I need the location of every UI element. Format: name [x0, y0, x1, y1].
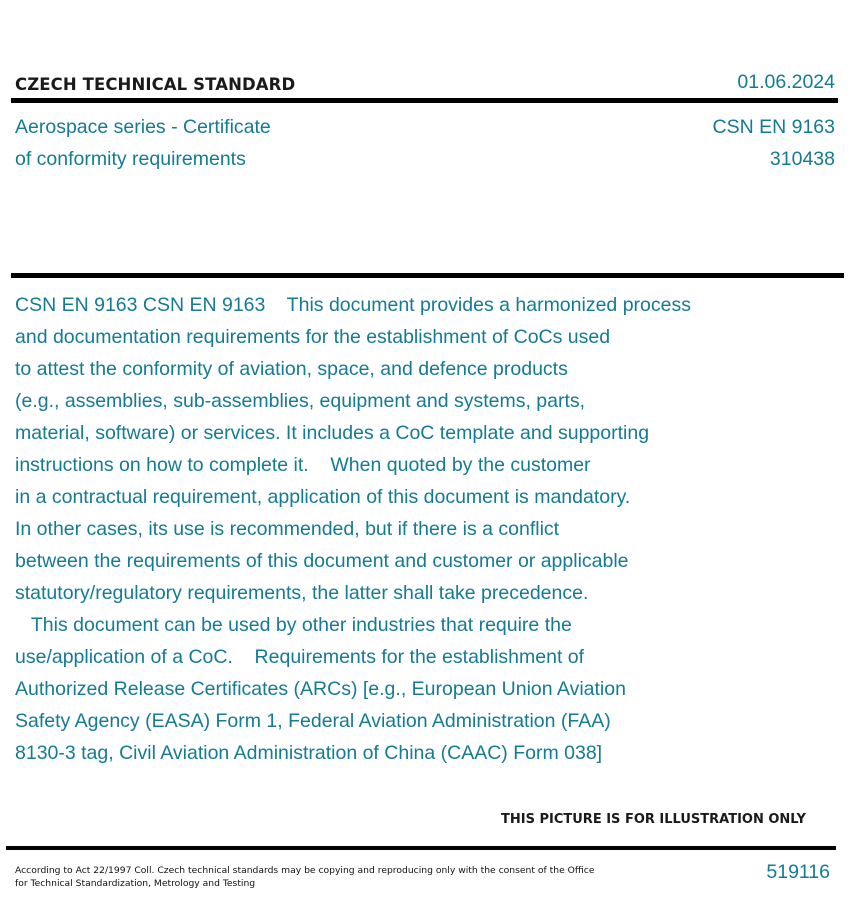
- header-divider: [11, 98, 838, 103]
- standard-number: CSN EN 9163: [712, 116, 835, 138]
- abstract-line: 8130-3 tag, Civil Aviation Administration of China (CAAC) Form 038]: [15, 742, 603, 764]
- catalog-code: 310438: [769, 148, 835, 170]
- publication-date: 01.06.2024: [737, 71, 835, 93]
- abstract-line: material, software) or services. It includes a CoC template and supporting: [15, 422, 650, 444]
- abstract-line: statutory/regulatory requirements, the latter shall take precedence.: [15, 582, 589, 604]
- abstract-line: instructions on how to complete it. When quoted by the customer: [15, 454, 591, 476]
- abstract-line: in a contractual requirement, application of this document is mandatory.: [15, 486, 631, 508]
- abstract-line: between the requirements of this document and customer or applicable: [15, 550, 629, 572]
- abstract-line: This document can be used by other industries that require the: [15, 614, 572, 636]
- footer-code: 519116: [766, 861, 830, 883]
- abstract-line: Safety Agency (EASA) Form 1, Federal Aviation Administration (FAA): [15, 710, 611, 732]
- copyright-notice: [15, 864, 594, 890]
- abstract-line: and documentation requirements for the establishment of CoCs used: [15, 326, 611, 348]
- copyright-line-2: for Technical Standardization, Metrology and Testing: [15, 878, 256, 889]
- standard-type-heading: CZECH TECHNICAL STANDARD: [15, 75, 296, 94]
- abstract-line: to attest the conformity of aviation, space, and defence products: [15, 358, 568, 380]
- title-divider: [11, 273, 844, 278]
- abstract-line: use/application of a CoC. Requirements for the establishment of: [15, 646, 585, 668]
- document-title-line-1: Aerospace series - Certificate: [15, 116, 271, 138]
- illustration-notice: THIS PICTURE IS FOR ILLUSTRATION ONLY: [501, 812, 806, 827]
- abstract-line: In other cases, its use is recommended, but if there is a conflict: [15, 518, 560, 540]
- abstract-line: Authorized Release Certificates (ARCs) [e.g., European Union Aviation: [15, 678, 626, 700]
- document-title-line-2: of conformity requirements: [15, 148, 246, 170]
- copyright-line-1: According to Act 22/1997 Coll. Czech technical standards may be copying and reproducing only with the consent of the Office: [15, 865, 595, 876]
- abstract-line: (e.g., assemblies, sub-assemblies, equipment and systems, parts,: [15, 390, 586, 412]
- footer-divider: [6, 846, 836, 850]
- abstract-text: [15, 289, 855, 769]
- abstract-line: CSN EN 9163 CSN EN 9163 This document provides a harmonized process: [15, 294, 691, 316]
